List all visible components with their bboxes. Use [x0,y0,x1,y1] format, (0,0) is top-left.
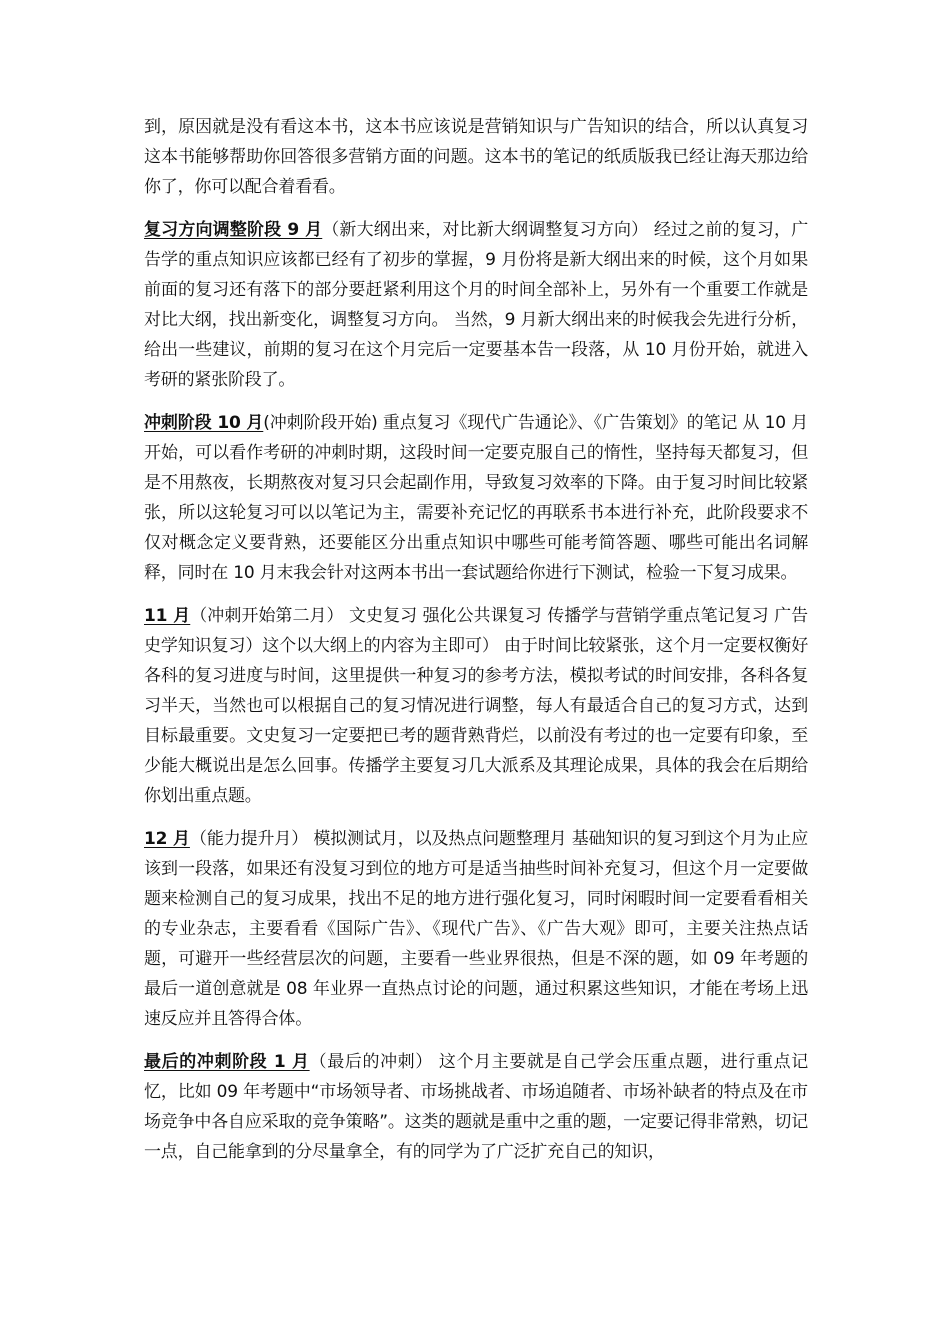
paragraph-text: （最后的冲刺） 这个月主要就是自己学会压重点题，进行重点记忆，比如 09 年考题中“市场领导者、市场挑战者、市场追随者、市场补缺者的特点及在市场竞争中各自应采取的竞争策略”。这类的题就是重中之重的题，一定要记得非常熟，切记一点，自己能拿到的分尽量拿全，有的同学为了广泛扩充自己的知识， [144,1052,808,1162]
paragraph-september [144,215,808,395]
section-heading-september: 复习方向调整阶段 9 月 [144,220,323,240]
paragraph-text: （冲刺开始第二月） 文史复习 强化公共课复习 传播学与营销学重点笔记复习 广告史学知识复习）这个以大纲上的内容为主即可） 由于时间比较紧张，这个月一定要权衡好各科的复习进度与时间，这里提供一种复习的参考方法，模拟考试的时间安排，各科各复习半天，当然也可以根据自己的复习情况进行调整，每人有最适合自己的复习方式，达到目标最重要。文史复习一定要把已考的题背熟背烂，以前没有考过的也一定要有印象，至少能大概说出是怎么回事。传播学主要复习几大派系及其理论成果，具体的我会在后期给你划出重点题。 [144,606,808,806]
section-heading-october: 冲刺阶段 10 月 [144,413,264,433]
paragraph-intro-continuation [144,112,808,202]
section-heading-december: 12 月 [144,829,190,849]
paragraph-text: 到，原因就是没有看这本书，这本书应该说是营销知识与广告知识的结合，所以认真复习这本书能够帮助你回答很多营销方面的问题。这本书的笔记的纸质版我已经让海天那边给你了，你可以配合着看看。 [144,117,808,197]
paragraph-november [144,601,808,811]
section-heading-november: 11 月 [144,606,191,626]
paragraph-january [144,1047,808,1167]
paragraph-text: （新大纲出来，对比新大纲调整复习方向） 经过之前的复习，广告学的重点知识应该都已经有了初步的掌握，9 月份将是新大纲出来的时候，这个月如果前面的复习还有落下的部分要赶紧利用这个月的时间全部补上，另外有一个重要工作就是对比大纲，找出新变化，调整复习方向。 当然，9 月新大纲出来的时候我会先进行分析，给出一些建议，前期的复习在这个月完后一定要基本告一段落，从 10 月份开始，就进入考研的紧张阶段了。 [144,220,809,390]
paragraph-december [144,824,808,1034]
section-heading-january: 最后的冲刺阶段 1 月 [144,1052,310,1072]
paragraph-text: (冲刺阶段开始) 重点复习《现代广告通论》、《广告策划》的笔记 从 10 月开始，可以看作考研的冲刺时期，这段时间一定要克服自己的惰性，坚持每天都复习，但是不用熬夜，长期熬夜对复习只会起副作用，导致复习效率的下降。由于复习时间比较紧张，所以这轮复习可以以笔记为主，需要补充记忆的再联系书本进行补充，此阶段要求不仅对概念定义要背熟，还要能区分出重点知识中哪些可能考简答题、哪些可能出名词解释，同时在 10 月末我会针对这两本书出一套试题给你进行下测试，检验一下复习成果。 [144,413,808,583]
paragraph-text: （能力提升月） 模拟测试月，以及热点问题整理月 基础知识的复习到这个月为止应该到一段落，如果还有没复习到位的地方可是适当抽些时间补充复习，但这个月一定要做题来检测自己的复习成果，找出不足的地方进行强化复习，同时闲暇时间一定要看看相关的专业杂志，主要看看《国际广告》、《现代广告》、《广告大观》即可，主要关注热点话题，可避开一些经营层次的问题，主要看一些业界很热，但是不深的题，如 09 年考题的最后一道创意就是 08 年业界一直热点讨论的问题，通过积累这些知识，才能在考场上迅速反应并且答得合体。 [144,829,808,1029]
document-body [144,112,808,1180]
paragraph-october [144,408,808,588]
